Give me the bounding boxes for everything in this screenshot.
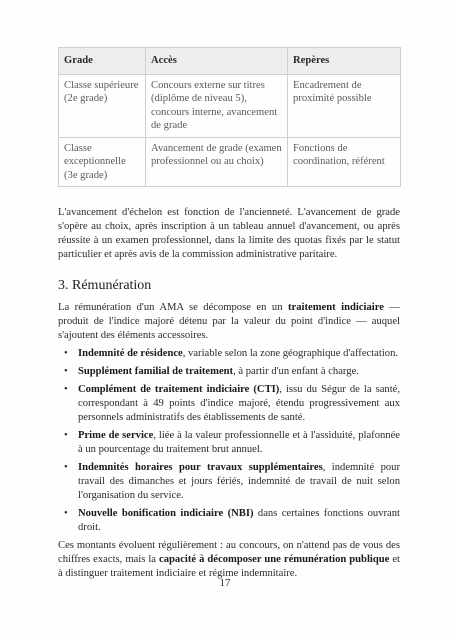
- table-cell: Fonctions de coordination, référent: [288, 137, 401, 187]
- table-header-row: [59, 48, 401, 75]
- bullet-icon: •: [64, 508, 68, 519]
- intro-paragraph: La rémunération d'un AMA se décompose en un traitement indiciaire — produit de l'indice majoré détenu par la valeur du point d'indice — auquel s'ajoutent des éléments accessoires.: [58, 302, 400, 341]
- page-content: [58, 47, 400, 581]
- remuneration-list: [58, 347, 400, 535]
- section-title: 3. Rémunération: [58, 278, 152, 293]
- header-reperes: Repères: [288, 48, 401, 75]
- table-row: [59, 74, 401, 137]
- bullet-icon: •: [64, 462, 68, 473]
- list-item: • Prime de service, liée à la valeur professionnelle et à l'assiduité, plafonnée à un pourcentage du traitement brut annuel.: [64, 430, 400, 455]
- grade-table: [58, 47, 401, 187]
- table-cell: Classe exceptionnelle (3e grade): [59, 137, 146, 187]
- bullet-icon: •: [64, 348, 68, 359]
- avancement-paragraph: L'avancement d'échelon est fonction de l'ancienneté. L'avancement de grade s'opère au choix, après inscription à un tableau annuel d'avancement, ou après réussite à un examen professionnel, dans la limite des quotas fixés par le statut particulier et après avis de la commission administrative paritaire.: [58, 207, 400, 260]
- bullet-icon: •: [64, 384, 68, 395]
- list-item: • Supplément familial de traitement, à partir d'un enfant à charge.: [64, 366, 359, 377]
- closing-paragraph: Ces montants évoluent régulièrement : au concours, on n'attend pas de vous des chiffres exacts, mais la capacité à décomposer une rémunération publique et à distinguer traitement indiciaire et régime indemnitaire.: [58, 540, 400, 579]
- list-item: • Indemnités horaires pour travaux supplémentaires, indemnité pour travail des dimanches et jours fériés, indemnité de travail de nuit selon l'organisation du service.: [64, 462, 401, 501]
- list-item: • Complément de traitement indiciaire (CTI), issu du Ségur de la santé, correspondant à 49 points d'indice majoré, étendu progressivement aux personnels administratifs des établissements de santé.: [64, 384, 400, 423]
- table-cell: Concours externe sur titres (diplôme de niveau 5), concours interne, avancement de grade: [146, 74, 288, 137]
- list-item: • Indemnité de résidence, variable selon la zone géographique d'affectation.: [64, 348, 399, 359]
- page-number: 17: [219, 577, 231, 589]
- list-item: • Nouvelle bonification indiciaire (NBI) dans certaines fonctions ouvrant droit.: [64, 508, 400, 533]
- table-cell: Avancement de grade (examen professionnel ou au choix): [146, 137, 288, 187]
- header-acces: Accès: [146, 48, 288, 75]
- bullet-icon: •: [64, 366, 68, 377]
- table-cell: Classe supérieure (2e grade): [59, 74, 146, 137]
- table-row: [59, 137, 401, 187]
- bullet-icon: •: [64, 430, 68, 441]
- table-cell: Encadrement de proximité possible: [288, 74, 401, 137]
- header-grade: Grade: [59, 48, 146, 75]
